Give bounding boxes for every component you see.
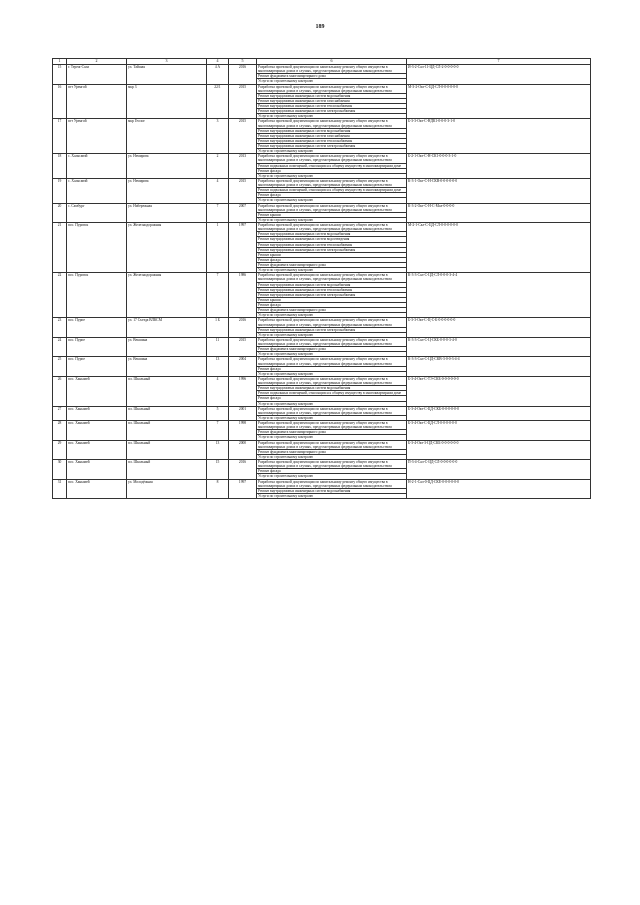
row-number: 30 (53, 460, 67, 480)
street: ул. 17 Съезда ВЛКСМ (127, 318, 207, 338)
work-type: Разработка проектной документации по капитальному ремонту общего имущества в многоквартирных домах в случаях, предусмотренных федеральным законодательством (257, 203, 407, 212)
work-type: Ремонт подвальных помещений, относящихся к общему имуществу в многоквартирном доме (257, 188, 407, 193)
house-number: 2 (207, 154, 229, 179)
street: ул. Векшина (127, 337, 207, 357)
settlement: пос. Пурпе (67, 318, 127, 338)
work-type: Ремонт внутридомовых инженерных систем газоснабжения (257, 133, 407, 138)
commission-year: 2015 (229, 178, 257, 203)
settlement: пгт Уренгой (67, 84, 127, 119)
work-type: Разработка проектной документации по капитальному ремонту общего имущества в многоквартирных домах в случаях, предусмотренных федеральным законодательством (257, 318, 407, 327)
commission-year: 2015 (229, 84, 257, 119)
row-number: 20 (53, 203, 67, 223)
work-type: Разработка проектной документации по капитальному ремонту общего имущества в многоквартирных домах в случаях, предусмотренных федеральным законодательством (257, 84, 407, 93)
work-type: Разработка проектной документации по капитальному ремонту общего имущества в многоквартирных домах в случаях, предусмотренных федеральным законодательством (257, 65, 407, 74)
house-number: 8 (207, 479, 229, 499)
work-type: Ремонт внутридомовых инженерных систем газоснабжения (257, 98, 407, 103)
building-code: Б-3-3-Окт-С-Ц-С-Б-0-0-0-0-0-0 (407, 318, 591, 338)
house-number: 13 (207, 357, 229, 377)
column-header: 4 (207, 59, 229, 65)
settlement: пос. Ханымей (67, 406, 127, 420)
work-type: Услуги по строительному контролю (257, 474, 407, 479)
column-header: 6 (257, 59, 407, 65)
street: пл. Школьный (127, 406, 207, 420)
table-row (53, 119, 591, 128)
column-header: 7 (407, 59, 591, 65)
row-number: 16 (53, 84, 67, 119)
table-row (53, 65, 591, 74)
work-type: Ремонт крыши (257, 212, 407, 217)
house-number: 7 (207, 273, 229, 318)
house-number: 7 (207, 203, 229, 223)
table-row (53, 337, 591, 346)
work-type: Услуги по строительному контролю (257, 493, 407, 498)
commission-year: 2013 (229, 154, 257, 179)
commission-year: 2016 (229, 65, 257, 85)
row-number: 24 (53, 337, 67, 357)
row-number: 18 (53, 154, 67, 179)
work-type: Ремонт внутридомовых инженерных систем электроснабжения (257, 292, 407, 297)
commission-year: 2016 (229, 460, 257, 480)
table-row (53, 203, 591, 212)
work-type: Ремонт внутридомовых инженерных систем водоснабжения (257, 93, 407, 98)
commission-year: 1996 (229, 376, 257, 406)
work-type: Ремонт фундамента многоквартирного дома (257, 308, 407, 313)
work-type: Ремонт внутридомовых инженерных систем электроснабжения (257, 327, 407, 332)
commission-year: 2001 (229, 406, 257, 420)
row-number: 26 (53, 376, 67, 406)
work-type: Услуги по строительному контролю (257, 332, 407, 337)
house-number: 1 (207, 223, 229, 273)
street: пл. Школьный (127, 460, 207, 480)
table-row (53, 154, 591, 163)
commission-year: 1997 (229, 479, 257, 499)
commission-year: 2015 (229, 337, 257, 357)
work-type: Разработка проектной документации по капитальному ремонту общего имущества в многоквартирных домах в случаях, предусмотренных федеральным законодательством (257, 119, 407, 128)
settlement: с. Самбург (67, 203, 127, 223)
settlement: пос. Пуровск (67, 223, 127, 273)
street: пл. Школьный (127, 440, 207, 460)
work-type: Ремонт внутридомовых инженерных систем водоотведения (257, 237, 407, 242)
work-type: Ремонт внутридомовых инженерных систем водоснабжения (257, 232, 407, 237)
commission-year: 2000 (229, 440, 257, 460)
capital-repair-table (52, 58, 591, 499)
building-code: Б-3-4-Окт-3-ЦД-СКБ-0-0-0-0-0-0 (407, 440, 591, 460)
commission-year: 2004 (229, 357, 257, 377)
work-type: Ремонт внутридомовых инженерных систем теплоснабжения (257, 242, 407, 247)
work-type: Разработка проектной документации по капитальному ремонту общего имущества в многоквартирных домах в случаях, предусмотренных федеральным законодательством (257, 376, 407, 385)
work-type: Разработка проектной документации по капитальному ремонту общего имущества в многоквартирных домах в случаях, предусмотренных федеральным законодательством (257, 460, 407, 469)
commission-year: 2007 (229, 203, 257, 223)
row-number: 31 (53, 479, 67, 499)
house-number: 11 (207, 337, 229, 357)
work-type: Ремонт внутридомовых инженерных систем теплоснабжения (257, 104, 407, 109)
work-type: Ремонт крыши (257, 297, 407, 302)
house-number: 1 Б (207, 318, 229, 338)
building-code: П-3-4-Сал-С-ЦД-СЛ-0-0-0-0-0-0 (407, 460, 591, 480)
building-code: К-3-1-Окт-С-Н-СКВ-0-0-0-0-0-0 (407, 178, 591, 203)
street: ул. Векшина (127, 357, 207, 377)
work-type: Ремонт внутридомовых инженерных систем водоснабжения (257, 488, 407, 493)
work-type: Разработка проектной документации по капитальному ремонту общего имущества в многоквартирных домах в случаях, предусмотренных федеральным законодательством (257, 273, 407, 282)
work-type: Ремонт фасада (257, 366, 407, 371)
table-row (53, 178, 591, 187)
work-type: Услуги по строительному контролю (257, 454, 407, 459)
house-number: 5 (207, 406, 229, 420)
work-type: Ремонт внутридомовых инженерных систем электроснабжения (257, 109, 407, 114)
building-code: К-3-3-Сал-С-ЦД-СЛ-0-0-0-3-4-4 (407, 273, 591, 318)
table-row (53, 376, 591, 385)
work-type: Услуги по строительному контролю (257, 313, 407, 318)
work-type: Разработка проектной документации по капитальному ремонту общего имущества в многоквартирных домах в случаях, предусмотренных федеральным законодательством (257, 223, 407, 232)
building-code: Б-2-1-Окт-С-Н-СК1-0-0-0-3-1-0 (407, 154, 591, 179)
commission-year: 1986 (229, 273, 257, 318)
settlement: пос. Ханымей (67, 376, 127, 406)
settlement: пос. Ханымей (67, 421, 127, 441)
work-type: Ремонт фундамента многоквартирного дома (257, 449, 407, 454)
work-type: Ремонт фасада (257, 168, 407, 173)
work-type: Ремонт внутридомовых инженерных систем водоснабжения (257, 282, 407, 287)
work-type: Услуги по строительному контролю (257, 217, 407, 222)
table-row (53, 357, 591, 366)
column-header: 1 (53, 59, 67, 65)
street: ул. Немирова (127, 178, 207, 203)
work-type: Разработка проектной документации по капитальному ремонту общего имущества в многоквартирных домах в случаях, предусмотренных федеральным законодательством (257, 178, 407, 187)
work-type: Разработка проектной документации по капитальному ремонту общего имущества в многоквартирных домах в случаях, предусмотренных федеральным законодательством (257, 337, 407, 346)
row-number: 19 (53, 178, 67, 203)
work-type: Ремонт фундамента многоквартирного дома (257, 263, 407, 268)
street: ул. Молодёжная (127, 479, 207, 499)
column-header: 5 (229, 59, 257, 65)
work-type: Разработка проектной документации по капитальному ремонту общего имущества в многоквартирных домах в случаях, предусмотренных федеральным законодательством (257, 479, 407, 488)
settlement: с. Халясавэй (67, 154, 127, 179)
work-type: Ремонт фундамента многоквартирного дома (257, 347, 407, 352)
column-header: 3 (127, 59, 207, 65)
work-type: Ремонт фасада (257, 257, 407, 262)
building-code: Н-2-1-Сал-0-ЦД-СКЕ-0-0-0-0-0-0 (407, 479, 591, 499)
work-type: Услуги по строительному контролю (257, 371, 407, 376)
house-number: 13 (207, 440, 229, 460)
building-code: М-2-1-Сал-С-ЦД-СЛ-0-0-0-0-0-0 (407, 223, 591, 273)
table-row (53, 273, 591, 282)
work-type: Ремонт фундамента многоквартирного дома (257, 430, 407, 435)
work-type: Услуги по строительному контролю (257, 401, 407, 406)
street: ул. Немирова (127, 154, 207, 179)
work-type: Услуги по строительному контролю (257, 435, 407, 440)
street: ул. Набережная (127, 203, 207, 223)
building-code: К-3-2-Окт-С-Н-С-Мол-0-0-0-0 (407, 203, 591, 223)
street: ул. Тайшая (127, 65, 207, 85)
work-type: Ремонт внутридомовых инженерных систем водоснабжения (257, 128, 407, 133)
table-row (53, 421, 591, 430)
work-type: Ремонт фундамента многоквартирного дома (257, 74, 407, 79)
table-row (53, 223, 591, 232)
work-type: Услуги по строительному контролю (257, 173, 407, 178)
work-type: Разработка проектной документации по капитальному ремонту общего имущества в многоквартирных домах в случаях, предусмотренных федеральным законодательством (257, 421, 407, 430)
building-code: М-3-2-Окт-С-ЦД-СЛ-0-0-0-0-0-0 (407, 84, 591, 119)
settlement: с. Халясавэй (67, 178, 127, 203)
row-number: 17 (53, 119, 67, 154)
row-number: 25 (53, 357, 67, 377)
table-row (53, 440, 591, 449)
work-type: Услуги по строительному контролю (257, 149, 407, 154)
work-type: Разработка проектной документации по капитальному ремонту общего имущества в многоквартирных домах в случаях, предусмотренных федеральным законодательством (257, 357, 407, 366)
row-number: 22 (53, 273, 67, 318)
building-code: К-3-3-Сал-С-ЦД-СКВ-3-0-0-3-4-4 (407, 357, 591, 377)
building-code: И-3-2-Сал-11-ЦД-СЛ-2-0-0-0-0-0 (407, 65, 591, 85)
street: мкр Геолог (127, 119, 207, 154)
settlement: пос. Ханымей (67, 460, 127, 480)
table-row (53, 479, 591, 488)
house-number: 4 А (207, 65, 229, 85)
work-type: Ремонт внутридомовых инженерных систем электроснабжения (257, 144, 407, 149)
street: пл. Школьный (127, 421, 207, 441)
work-type: Разработка проектной документации по капитальному ремонту общего имущества в многоквартирных домах в случаях, предусмотренных федеральным законодательством (257, 440, 407, 449)
settlement: г. Тереж-Сала (67, 65, 127, 85)
column-header: 2 (67, 59, 127, 65)
house-number: 4 (207, 376, 229, 406)
commission-year: 1997 (229, 223, 257, 273)
building-code: К-3-3-Сал-С-Ц-СКБ-0-0-0-3-4-0 (407, 337, 591, 357)
street: мкр 3 (127, 84, 207, 119)
house-number: 3 (207, 119, 229, 154)
row-number: 15 (53, 65, 67, 85)
work-type: Ремонт подвальных помещений, относящихся к общему имуществу в многоквартирном доме (257, 391, 407, 396)
house-number: 4 (207, 178, 229, 203)
work-type: Ремонт фасада (257, 303, 407, 308)
work-type: Разработка проектной документации по капитальному ремонту общего имущества в многоквартирных домах в случаях, предусмотренных федеральным законодательством (257, 406, 407, 415)
settlement: пос. Ханымей (67, 479, 127, 499)
row-number: 27 (53, 406, 67, 420)
building-code: Б-3-3-Окт-С-НДК1-0-0-0-3-1-0 (407, 119, 591, 154)
work-type: Ремонт фасада (257, 193, 407, 198)
work-type: Ремонт внутридомовых инженерных систем водоснабжения (257, 386, 407, 391)
house-number: 15 (207, 460, 229, 480)
work-type: Ремонт внутридомовых инженерных систем электроснабжения (257, 247, 407, 252)
commission-year: 2015 (229, 119, 257, 154)
building-code: Б-3-4-Окт-С-ТЭ-СКБ-0-0-0-0-0-0 (407, 376, 591, 406)
settlement: пос. Пуровск (67, 273, 127, 318)
work-type: Услуги по строительному контролю (257, 268, 407, 273)
row-number: 28 (53, 421, 67, 441)
work-type: Услуги по строительному контролю (257, 352, 407, 357)
street: ул. Железнодорожная (127, 273, 207, 318)
street: ул. Железнодорожная (127, 223, 207, 273)
row-number: 23 (53, 318, 67, 338)
house-number: 7 (207, 421, 229, 441)
house-number: 22/1 (207, 84, 229, 119)
settlement: пос. Пурпе (67, 357, 127, 377)
street: пл. Школьный (127, 376, 207, 406)
work-type: Ремонт внутридомовых инженерных систем теплоснабжения (257, 138, 407, 143)
work-type: Ремонт крыши (257, 252, 407, 257)
settlement: пос. Пурпе (67, 337, 127, 357)
building-code: Б-3-4-Окт-С-ЦД-СКБ-0-0-0-0-0-0 (407, 406, 591, 420)
work-type: Услуги по строительному контролю (257, 114, 407, 119)
work-type: Ремонт фасада (257, 469, 407, 474)
work-type: Услуги по строительному контролю (257, 415, 407, 420)
table-row (53, 318, 591, 327)
work-type: Услуги по строительному контролю (257, 198, 407, 203)
work-type: Ремонт фасада (257, 396, 407, 401)
table-row (53, 460, 591, 469)
table-row (53, 406, 591, 415)
table-body (53, 59, 591, 499)
row-number: 29 (53, 440, 67, 460)
settlement: пгт Уренгой (67, 119, 127, 154)
page-number: 189 (315, 24, 325, 30)
work-type: Разработка проектной документации по капитальному ремонту общего имущества в многоквартирных домах в случаях, предусмотренных федеральным законодательством (257, 154, 407, 163)
commission-year: 2016 (229, 318, 257, 338)
row-number: 21 (53, 223, 67, 273)
work-type: Ремонт внутридомовых инженерных систем теплоснабжения (257, 287, 407, 292)
settlement: пос. Ханымей (67, 440, 127, 460)
work-type: Ремонт подвальных помещений, относящихся к общему имуществу в многоквартирном доме (257, 163, 407, 168)
table-row (53, 84, 591, 93)
work-type: Услуги по строительному контролю (257, 79, 407, 84)
commission-year: 1998 (229, 421, 257, 441)
building-code: Б-3-4-Окт-С-ЦД-СЛ-0-0-0-0-0-0 (407, 421, 591, 441)
